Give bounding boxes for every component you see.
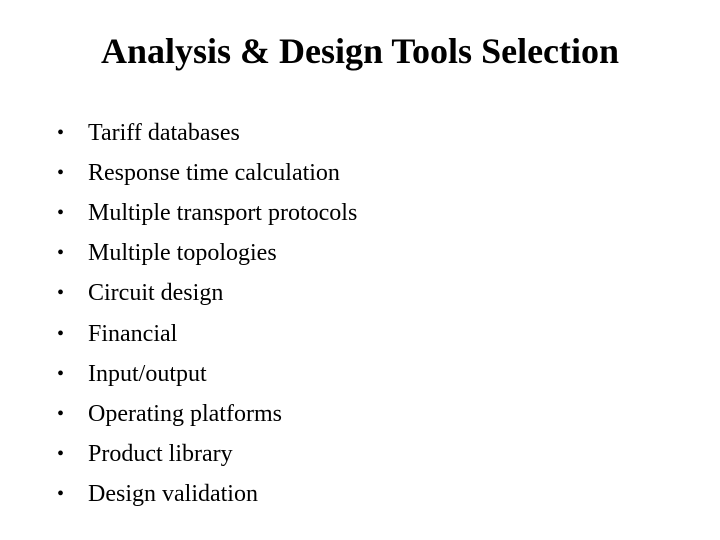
bullet-icon: • xyxy=(57,282,65,305)
bullet-text: Multiple topologies xyxy=(88,240,277,267)
bullet-item xyxy=(57,394,357,434)
bullet-item xyxy=(57,193,357,233)
bullet-item xyxy=(57,274,357,314)
slide-title: Analysis & Design Tools Selection xyxy=(100,31,620,71)
bullet-text: Multiple transport protocols xyxy=(88,199,358,226)
bullet-icon: • xyxy=(57,402,65,425)
bullet-item xyxy=(57,153,357,193)
bullet-text: Operating platforms xyxy=(88,400,282,427)
bullet-list xyxy=(57,113,357,515)
bullet-icon: • xyxy=(57,242,65,265)
bullet-item xyxy=(57,475,357,515)
bullet-text: Input/output xyxy=(88,360,207,387)
bullet-item xyxy=(57,314,357,354)
bullet-text: Product library xyxy=(88,441,233,468)
bullet-item xyxy=(57,354,357,394)
bullet-text: Circuit design xyxy=(88,280,224,307)
bullet-text: Financial xyxy=(88,320,178,347)
bullet-icon: • xyxy=(57,362,65,385)
bullet-icon: • xyxy=(57,322,65,345)
bullet-item xyxy=(57,234,357,274)
bullet-icon: • xyxy=(57,443,65,466)
bullet-icon: • xyxy=(57,201,65,224)
bullet-text: Design validation xyxy=(88,481,258,508)
bullet-text: Response time calculation xyxy=(88,159,340,186)
bullet-icon: • xyxy=(57,161,65,184)
bullet-item xyxy=(57,113,357,153)
bullet-icon: • xyxy=(57,483,65,506)
bullet-text: Tariff databases xyxy=(88,119,240,146)
bullet-item xyxy=(57,435,357,475)
bullet-icon: • xyxy=(57,121,65,144)
